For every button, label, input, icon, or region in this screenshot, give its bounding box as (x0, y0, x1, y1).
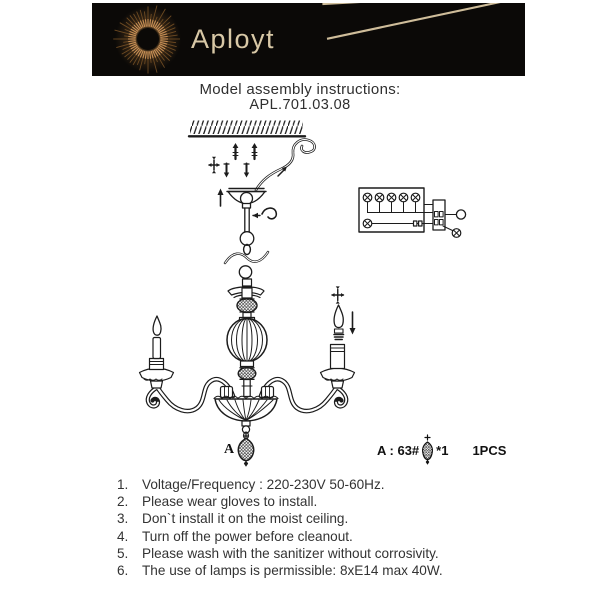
instruction-item: 4. Turn off the power before cleanout. (117, 528, 353, 544)
finial-part-a (238, 434, 253, 467)
instruction-item: 6. The use of lamps is permissible: 8xE14 max 40W. (117, 563, 443, 579)
instruction-item: 5. Please wash with the sanitizer without corrosivity. (117, 545, 439, 561)
part-a-marker: A (224, 442, 235, 457)
part-pcs: 1PCS (472, 442, 507, 458)
bulb-install-guide (332, 286, 356, 339)
rotate-screw-icon (332, 286, 345, 303)
instruction-item: 1. Voltage/Frequency : 220-230V 50-60Hz. (117, 477, 385, 492)
part-quantity-label (377, 434, 506, 466)
part-code: A : 63# (377, 442, 420, 458)
page-title: Model assembly instructions: (199, 81, 401, 98)
neutral-terminal (456, 210, 465, 219)
anchor-screws-icon (224, 143, 258, 178)
ceiling-hatch (189, 121, 305, 137)
flame-icon (153, 316, 161, 335)
instruction-item: 2. Please wear gloves to install. (117, 494, 318, 510)
model-number: APL.701.03.08 (249, 97, 351, 113)
right-candle-socket (321, 345, 355, 389)
left-candle (140, 316, 174, 388)
brand-logo-text: Aployt (191, 24, 276, 54)
screwdriver-cross-icon (209, 157, 220, 174)
instruction-item: 3. Don`t install it on the moist ceiling. (117, 511, 349, 527)
center-bowl (214, 396, 278, 439)
wiring-diagram (359, 188, 466, 237)
bulb-threads (334, 335, 344, 340)
ceiling-canopy (218, 189, 277, 234)
part-qty: *1 (436, 442, 449, 458)
finial-icon (421, 434, 434, 466)
instruction-list (117, 476, 517, 579)
supply-wire (256, 140, 315, 190)
glass-sphere (227, 318, 267, 397)
flame-bulb-icon (334, 305, 343, 328)
chain-column (225, 232, 268, 318)
lamp-symbols (363, 193, 420, 202)
